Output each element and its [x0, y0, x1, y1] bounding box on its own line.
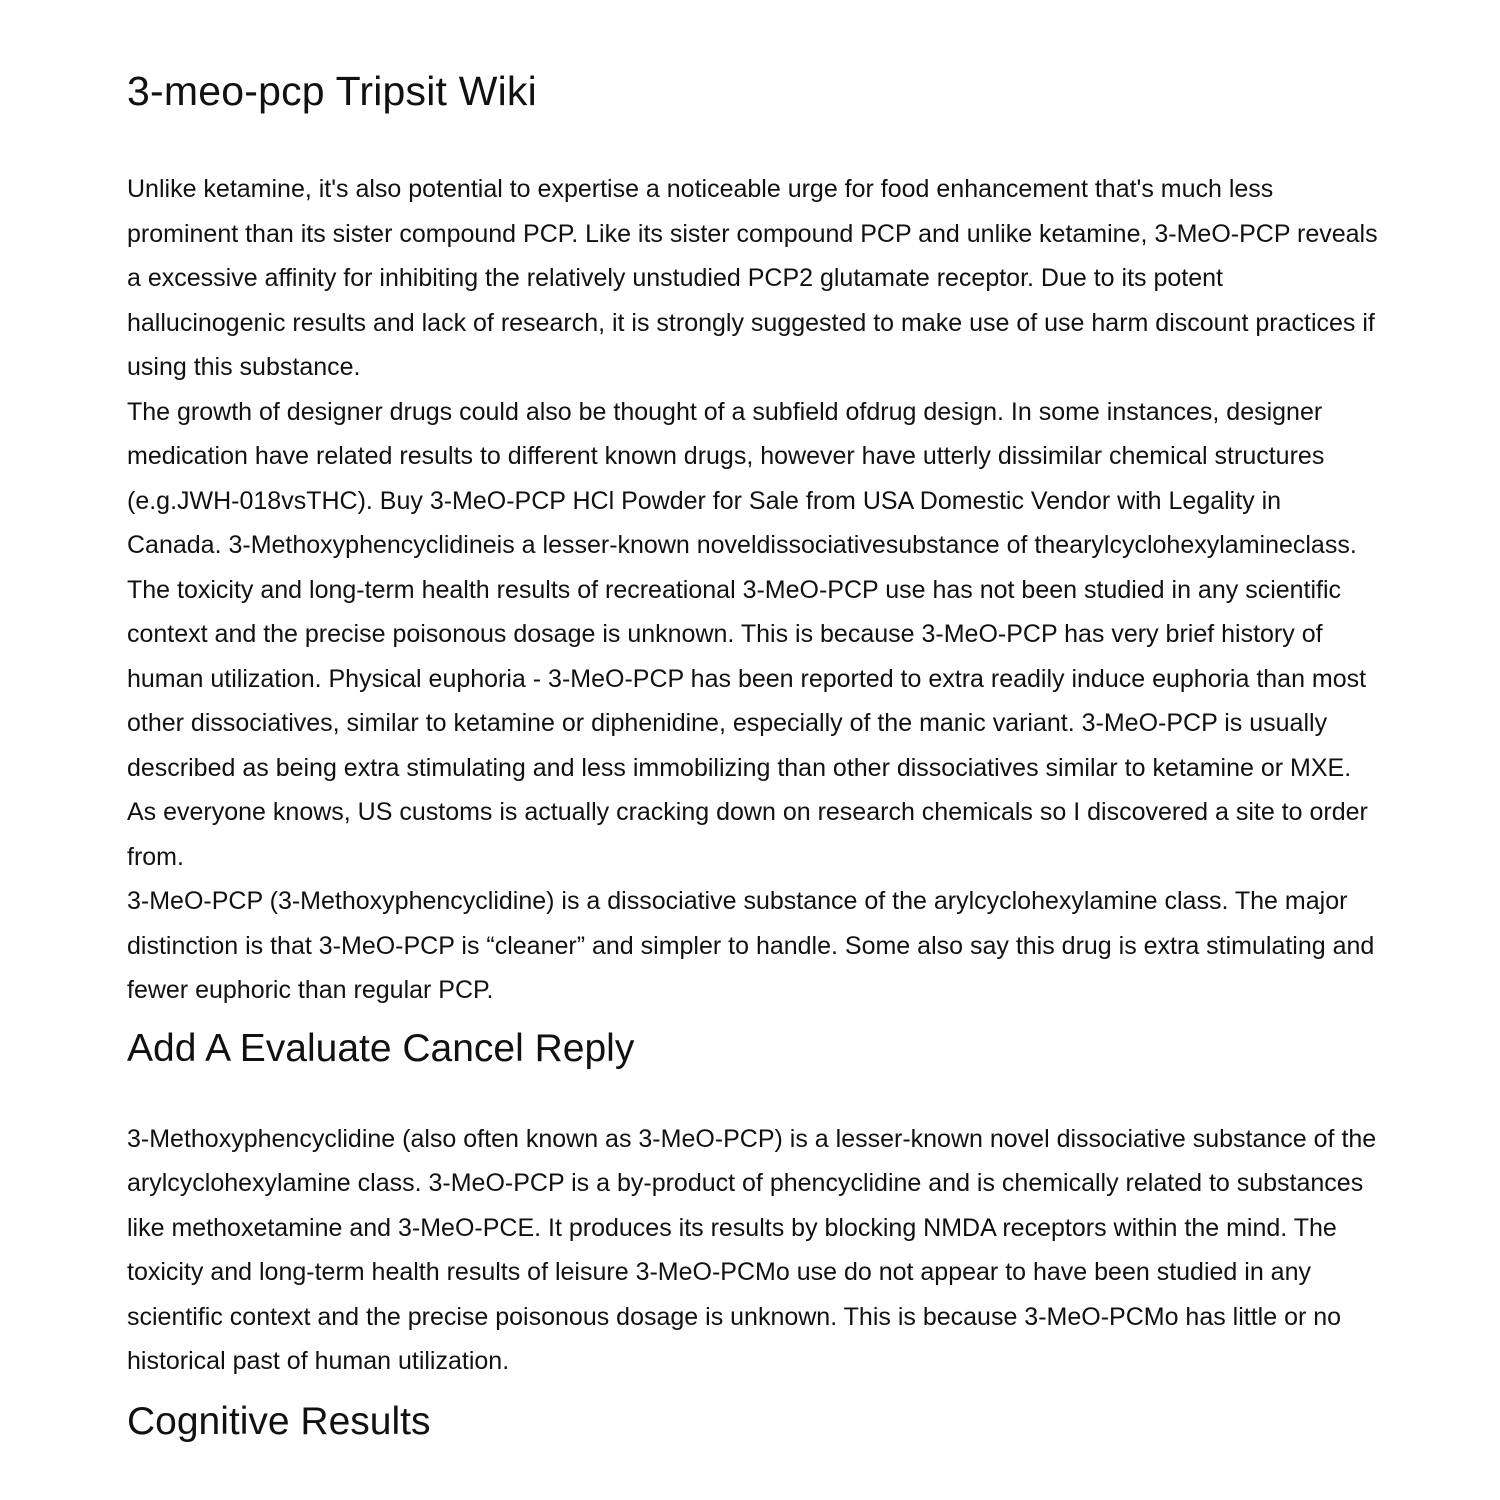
- paragraph: 3-MeO-PCP (3-Methoxyphencyclidine) is a dissociative substance of the arylcyclohexylamine class. The major distinction is that 3-MeO-PCP is “cleaner” and simpler to handle. Some also say this drug is extra stimulating and fewer euphoric than regular PCP.: [127, 887, 1375, 1004]
- paragraph: The toxicity and long-term health results of recreational 3-MeO-PCP use has not been studied in any scientific context and the precise poisonous dosage is unknown. This is because 3-MeO-PCP has very brief history of human utilization. Physical euphoria - 3-MeO-PCP has been reported to extra readily induce euphoria than most other dissociatives, similar to ketamine or diphenidine, especially of the manic variant. 3-MeO-PCP is usually described as being extra stimulating and less immobilizing than other dissociatives similar to ketamine or MXE. As everyone knows, US customs is actually cracking down on research chemicals so I discovered a site to order from.: [127, 575, 1368, 871]
- page-title: 3-meo-pcp Tripsit Wiki: [127, 68, 537, 114]
- paragraph: The growth of designer drugs could also be thought of a subfield ofdrug design. In some instances, designer medication have related results to different known drugs, however have utterly dissimilar chemical structures (e.g.JWH-018vsTHC). Buy 3-MeO-PCP HCl Powder for Sale from USA Domestic Vendor with Legality in Canada. 3-Methoxyphencyclidineis a lesser-known noveldissociativesubstance of thearylcyclohexylamineclass.: [127, 397, 1357, 559]
- article-body: [127, 167, 1382, 1444]
- paragraph: 3-Methoxyphencyclidine (also often known as 3-MeO-PCP) is a lesser-known novel dissociative substance of the arylcyclohexylamine class. 3-MeO-PCP is a by-product of phencyclidine and is chemically related to substances like methoxetamine and 3-MeO-PCE. It produces its results by blocking NMDA receptors within the mind. The toxicity and long-term health results of leisure 3-MeO-PCMo use do not appear to have been studied in any scientific context and the precise poisonous dosage is unknown. This is because 3-MeO-PCMo has little or no historical past of human utilization.: [127, 1124, 1377, 1375]
- section-heading-cognitive-results: Cognitive Results: [127, 1399, 431, 1443]
- paragraph: Unlike ketamine, it's also potential to expertise a noticeable urge for food enhancement that's much less prominent than its sister compound PCP. Like its sister compound PCP and unlike ketamine, 3-MeO-PCP reveals a excessive affinity for inhibiting the relatively unstudied PCP2 glutamate receptor. Due to its potent hallucinogenic results and lack of research, it is strongly suggested to make use of use harm discount practices if using this substance.: [127, 175, 1378, 381]
- section-heading-add-a-evaluate: Add A Evaluate Cancel Reply: [127, 1026, 635, 1070]
